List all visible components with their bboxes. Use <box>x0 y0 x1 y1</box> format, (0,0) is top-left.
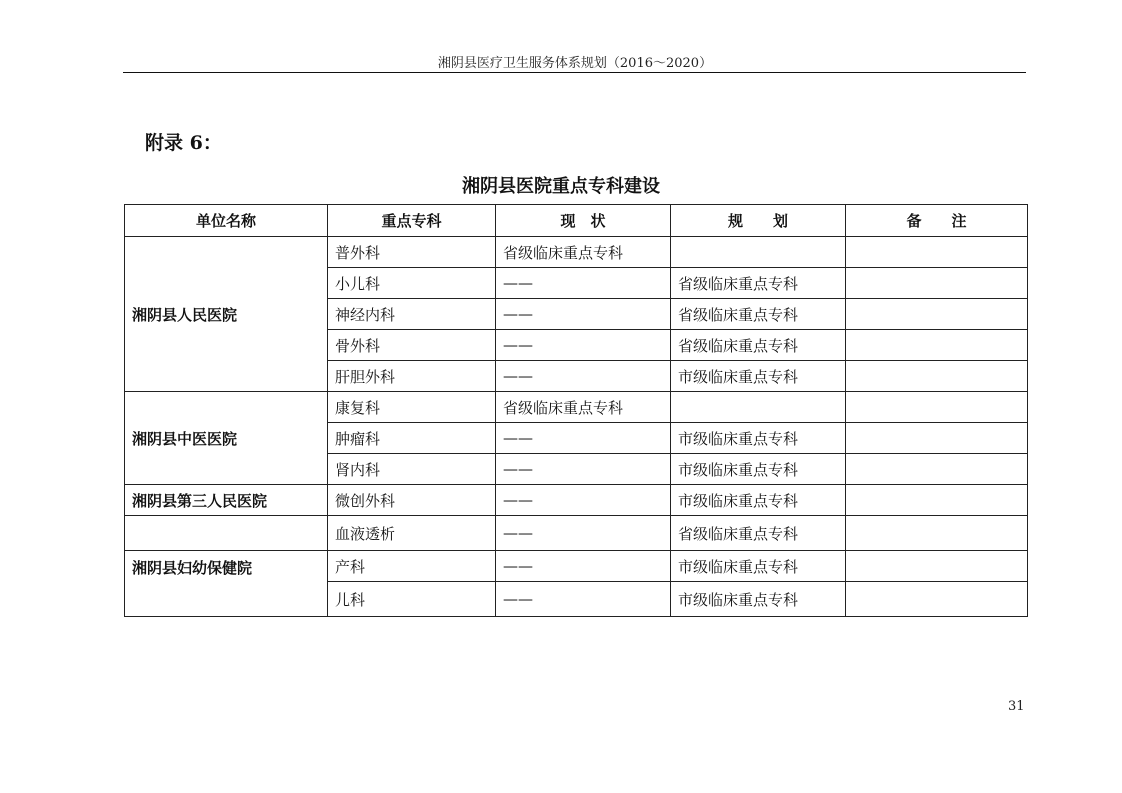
note-cell <box>846 330 1028 361</box>
unit-name-cell-empty <box>125 516 328 551</box>
status-cell: 省级临床重点专科 <box>496 392 671 423</box>
appendix-label: 附录 6： <box>145 132 222 154</box>
status-cell: 省级临床重点专科 <box>496 237 671 268</box>
status-cell: —— <box>496 361 671 392</box>
note-cell <box>846 582 1028 617</box>
plan-cell: 市级临床重点专科 <box>671 551 846 582</box>
column-header-note: 备 注 <box>846 205 1028 237</box>
status-cell: —— <box>496 423 671 454</box>
plan-cell: 市级临床重点专科 <box>671 454 846 485</box>
column-header-status: 现 状 <box>496 205 671 237</box>
specialty-cell: 产科 <box>328 551 496 582</box>
plan-cell: 省级临床重点专科 <box>671 299 846 330</box>
status-cell: —— <box>496 330 671 361</box>
specialty-cell: 血液透析 <box>328 516 496 551</box>
note-cell <box>846 485 1028 516</box>
status-cell: —— <box>496 268 671 299</box>
specialty-cell: 肿瘤科 <box>328 423 496 454</box>
status-cell: —— <box>496 582 671 617</box>
plan-cell: 省级临床重点专科 <box>671 516 846 551</box>
plan-cell: 市级临床重点专科 <box>671 485 846 516</box>
note-cell <box>846 392 1028 423</box>
specialty-cell: 神经内科 <box>328 299 496 330</box>
table-title: 湘阴县医院重点专科建设 <box>462 176 660 197</box>
header-rule <box>123 72 1026 73</box>
plan-cell: 市级临床重点专科 <box>671 582 846 617</box>
specialty-cell: 康复科 <box>328 392 496 423</box>
note-cell <box>846 516 1028 551</box>
plan-cell: 市级临床重点专科 <box>671 361 846 392</box>
column-header-unit: 单位名称 <box>125 205 328 237</box>
unit-name-cell: 湘阴县人民医院 <box>125 237 328 392</box>
specialty-cell: 普外科 <box>328 237 496 268</box>
unit-name-cell: 湘阴县妇幼保健院 <box>125 551 328 617</box>
status-cell: —— <box>496 454 671 485</box>
column-header-specialty: 重点专科 <box>328 205 496 237</box>
table-row <box>125 392 1028 423</box>
status-cell: —— <box>496 299 671 330</box>
plan-cell <box>671 237 846 268</box>
note-cell <box>846 237 1028 268</box>
note-cell <box>846 423 1028 454</box>
note-cell <box>846 268 1028 299</box>
plan-cell: 省级临床重点专科 <box>671 268 846 299</box>
table-row <box>125 237 1028 268</box>
table-header-row <box>125 205 1028 237</box>
note-cell <box>846 551 1028 582</box>
unit-name-cell: 湘阴县中医医院 <box>125 392 328 485</box>
specialty-cell: 骨外科 <box>328 330 496 361</box>
specialty-cell: 肾内科 <box>328 454 496 485</box>
unit-name-cell: 湘阴县第三人民医院 <box>125 485 328 516</box>
table-row <box>125 516 1028 551</box>
table-row <box>125 485 1028 516</box>
specialty-cell: 肝胆外科 <box>328 361 496 392</box>
running-header: 湘阴县医疗卫生服务体系规划（2016～2020） <box>437 56 713 71</box>
note-cell <box>846 361 1028 392</box>
specialty-cell: 小儿科 <box>328 268 496 299</box>
specialty-cell: 儿科 <box>328 582 496 617</box>
note-cell <box>846 299 1028 330</box>
status-cell: —— <box>496 516 671 551</box>
status-cell: —— <box>496 551 671 582</box>
note-cell <box>846 454 1028 485</box>
status-cell: —— <box>496 485 671 516</box>
plan-cell <box>671 392 846 423</box>
page-number: 31 <box>1008 699 1025 714</box>
column-header-plan: 规 划 <box>671 205 846 237</box>
specialty-cell: 微创外科 <box>328 485 496 516</box>
table-row <box>125 551 1028 582</box>
plan-cell: 省级临床重点专科 <box>671 330 846 361</box>
specialty-table <box>124 204 1028 617</box>
plan-cell: 市级临床重点专科 <box>671 423 846 454</box>
